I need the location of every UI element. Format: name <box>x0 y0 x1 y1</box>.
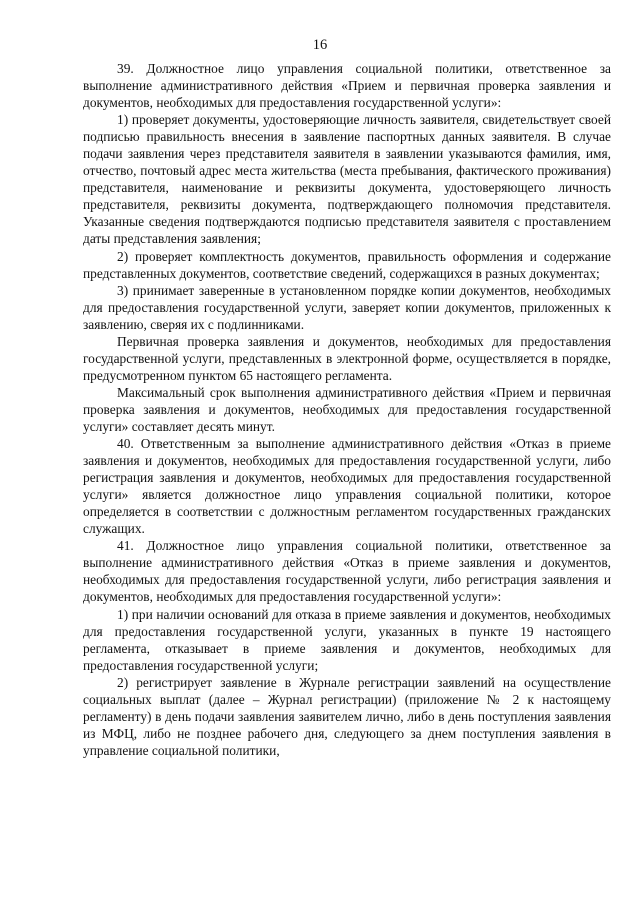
page-number: 16 <box>312 37 328 53</box>
document-body <box>83 60 611 759</box>
paragraph-39-item-2: 2) проверяет комплектность документов, правильность оформления и содержание представленных документов, соответствие сведений, содержащихся в разных документах; <box>83 248 611 281</box>
paragraph-39-item-3: 3) принимает заверенные в установленном порядке копии документов, необходимых для предоставления государственной услуги, заверяет копии документов, приложенных к заявлению, сверяя их с подлинниками. <box>83 282 611 332</box>
paragraph-40: 40. Ответственным за выполнение административного действия «Отказ в приеме заявления и документов, необходимых для предоставления государственной услуги, либо регистрация заявления и документов, необходимых для предоставления государственной услуги» является должностное лицо управления социальной политики, которое определяется в соответствии с должностным регламентом государственных гражданских служащих. <box>83 436 611 537</box>
paragraph-41: 41. Должностное лицо управления социальной политики, ответственное за выполнение административного действия «Отказ в приеме заявления и документов, необходимых для предоставления государственной услуги, либо регистрация заявления и документов, необходимых для предоставления государственной услуги»: <box>83 538 611 605</box>
paragraph-41-item-2: 2) регистрирует заявление в Журнале регистрации заявлений на осуществление социальных выплат (далее – Журнал регистрации) (приложение № 2 к настоящему регламенту) в день подачи заявления заявителем лично, либо в день поступления заявления из МФЦ, либо не позднее рабочего дня, следующего за днем поступления заявления в управление социальной политики, <box>83 674 611 758</box>
paragraph-electronic-check: Первичная проверка заявления и документов, необходимых для предоставления государственной услуги, представленных в электронной форме, осуществляется в порядке, предусмотренном пунктом 65 настоящего регламента. <box>83 333 611 383</box>
paragraph-max-time: Максимальный срок выполнения административного действия «Прием и первичная проверка заявления и документов, необходимых для предоставления государственной услуги» составляет десять минут. <box>83 384 611 434</box>
paragraph-41-item-1: 1) при наличии оснований для отказа в приеме заявления и документов, необходимых для предоставления государственной услуги, указанных в пункте 19 настоящего регламента, отказывает в приеме заявления и документов, необходимых для предоставления государственной услуги; <box>83 606 611 673</box>
paragraph-39-item-1: 1) проверяет документы, удостоверяющие личность заявителя, свидетельствует своей подписью правильность внесения в заявление паспортных данных заявителя. В случае подачи заявления через представителя заявителя в заявлении указываются фамилия, имя, отчество, почтовый адрес места жительства (места пребывания, фактического проживания) представителя, наименование и реквизиты документа, удостоверяющего личность представителя, реквизиты документа, подтверждающего полномочия представителя. Указанные сведения подтверждаются подписью представителя заявителя с проставлением даты представления заявления; <box>83 112 611 247</box>
paragraph-39: 39. Должностное лицо управления социальной политики, ответственное за выполнение административного действия «Прием и первичная проверка заявления и документов, необходимых для предоставления государственной услуги»: <box>83 61 611 111</box>
